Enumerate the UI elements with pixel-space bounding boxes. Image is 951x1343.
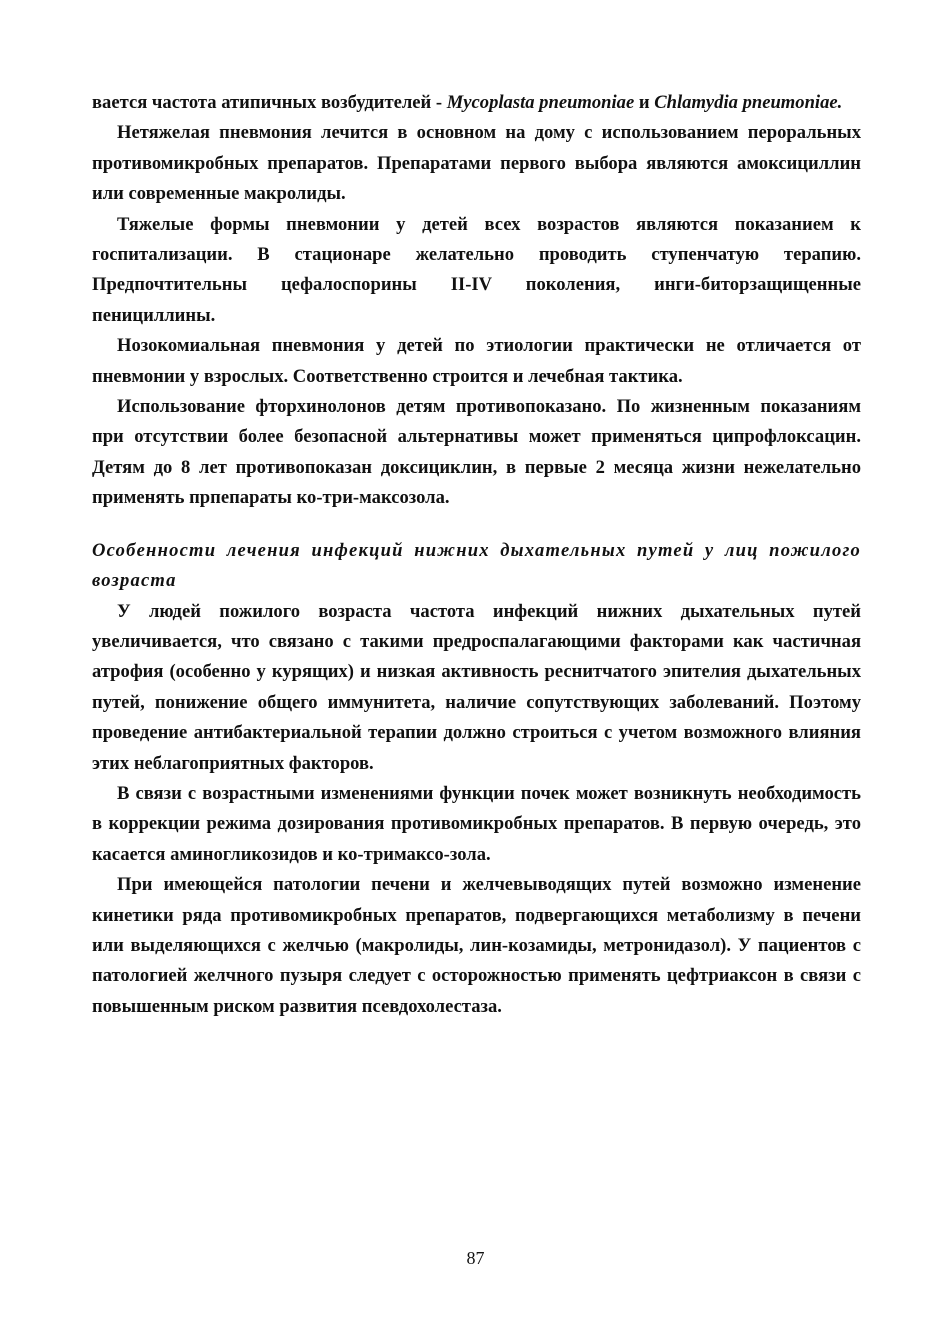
species-name-chlamydia: Chlamydia pneumoniae. (654, 92, 843, 113)
conjunction-text: и (634, 92, 655, 113)
section-heading: Особенности лечения инфекций нижних дыхательных путей у лиц пожилого возраста (92, 539, 861, 592)
paragraph-kidney-function: В связи с возрастными изменениями функции почек может возникнуть необходимость в коррекции режима дозирования противомикробных препаратов. В первую очередь, это касается аминогликозидов и ко-тримаксо-зола. (92, 782, 861, 865)
paragraph-fluoroquinolones: Использование фторхинолонов детям противопоказано. По жизненным показаниям при отсутствии более безопасной альтернативы может применяться ципрофлоксацин. Детям до 8 лет противопоказан доксициклин, в первые 2 месяца жизни нежелательно применять прпепараты ко-три-максозола. (92, 396, 861, 509)
paragraph-text: вается частота атипичных возбудителей - (92, 92, 447, 113)
paragraph-severe-pneumonia: Тяжелые формы пневмонии у детей всех возрастов являются показанием к госпитализации. В стационаре желательно проводить ступенчатую терапию. Предпочтительны цефалоспорины II-IV поколения, инги-биторзащищенные пенициллины. (92, 213, 861, 326)
paragraph-mild-pneumonia: Нетяжелая пневмония лечится в основном на дому с использованием пероральных противомикробных препаратов. Препаратами первого выбора являются амоксициллин или современные макролиды. (92, 122, 861, 205)
paragraph-liver-pathology: При имеющейся патологии печени и желчевыводящих путей возможно изменение кинетики ряда противомикробных препаратов, подвергающихся метаболизму в печени или выделяющихся с желчью (макролиды, лин-козамиды, метронидазол). У пациентов с патологией желчного пузыря следует с осторожностью применять цефтриаксон в связи с повышенным риском развития псевдохолестаза. (92, 874, 861, 1017)
page-body (92, 88, 861, 1022)
species-name-mycoplasma: Mycoplasta pneumoniae (446, 92, 635, 113)
paragraph-nosocomial-pneumonia: Нозокомиальная пневмония у детей по этиологии практически не отличается от пневмонии у взрослых. Соответственно строится и лечебная тактика. (92, 335, 861, 387)
page-number: 87 (466, 1248, 485, 1268)
paragraph-elderly-infections: У людей пожилого возраста частота инфекций нижних дыхательных путей увеличивается, что связано с такими предроспалагающими факторами как частичная атрофия (особенно у курящих) и низкая активность реснитчатого эпителия дыхательных путей, понижение общего иммунитета, наличие сопутствующих заболеваний. Поэтому проведение антибактериальной терапии должно строиться с учетом возможного влияния этих неблагоприятных факторов. (92, 600, 861, 774)
paragraph-continuation (92, 88, 861, 118)
